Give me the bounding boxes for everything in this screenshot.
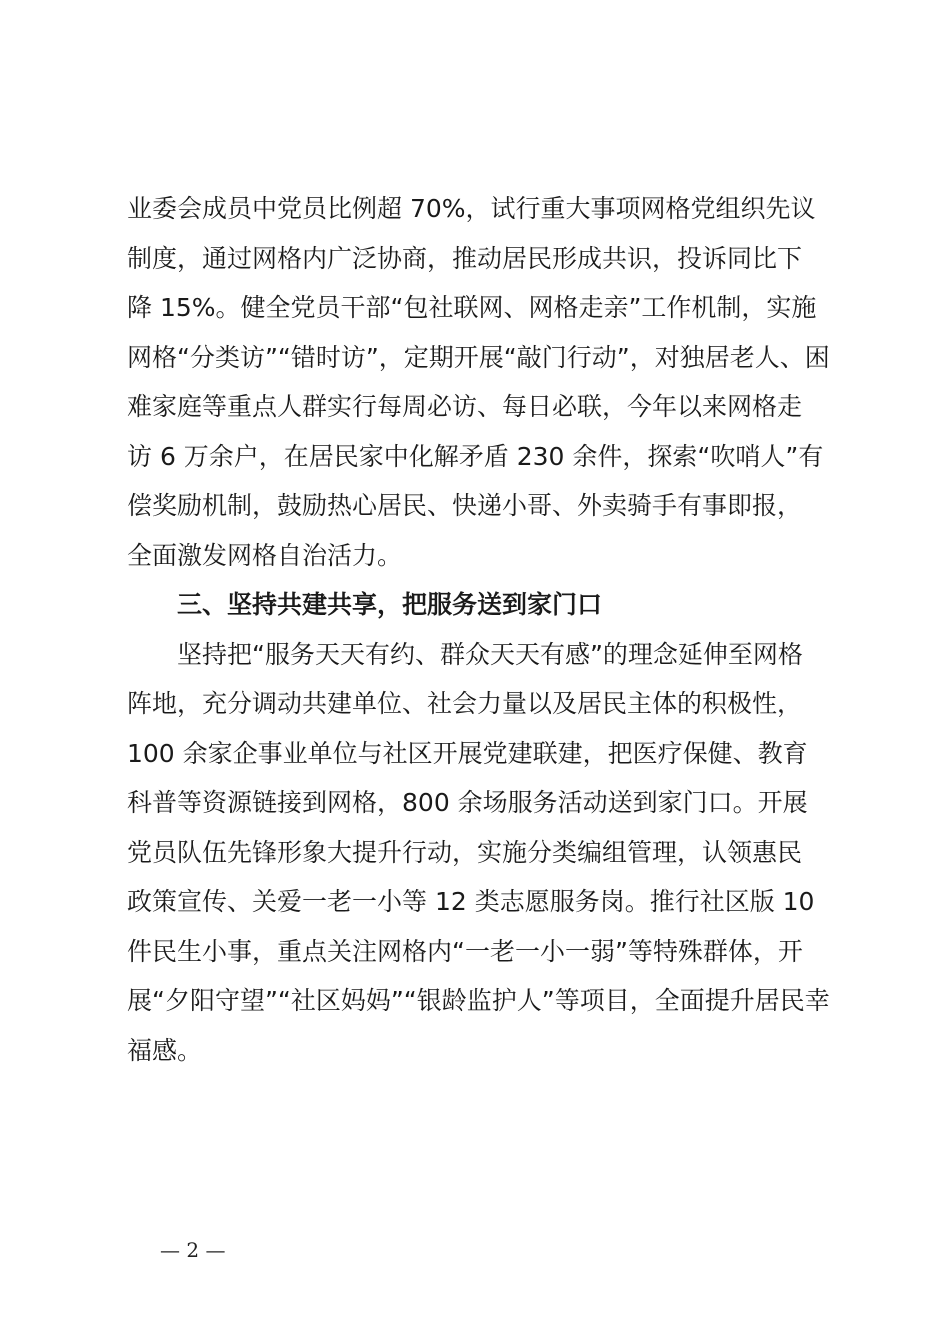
paragraph-1-line: 降 15%。健全党员干部“包社联网、网格走亲”工作机制，实施: [127, 293, 817, 322]
paragraph-2-line: 件民生小事，重点关注网格内“一老一小一弱”等特殊群体，开: [127, 936, 803, 966]
paragraph-2-line: 100 余家企事业单位与社区开展党建联建，把医疗保健、教育: [127, 738, 808, 768]
paragraph-1-line: 网格“分类访”“错时访”，定期开展“敲门行动”，对独居老人、困: [127, 342, 830, 372]
paragraph-1-line: 全面激发网格自治活力。: [127, 540, 403, 570]
paragraph-1-line: 访 6 万余户，在居民家中化解矛盾 230 余件，探索“吹哨人”有: [127, 441, 824, 471]
paragraph-2-line: 坚持把“服务天天有约、群众天天有感”的理念延伸至网格: [177, 639, 803, 669]
section-heading: 三、坚持共建共享，把服务送到家门口: [177, 590, 603, 619]
paragraph-1-line: 业委会成员中党员比例超 70%，试行重大事项网格党组织先议: [127, 194, 816, 223]
paragraph-2-line: 展“夕阳守望”“社区妈妈”“银龄监护人”等项目，全面提升居民幸: [127, 986, 830, 1015]
paragraph-1-line: 偿奖励机制，鼓励热心居民、快递小哥、外卖骑手有事即报，: [127, 491, 803, 520]
paragraph-1-line: 制度，通过网格内广泛协商，推动居民形成共识，投诉同比下: [127, 243, 803, 273]
paragraph-2-line: 政策宣传、关爱一老一小等 12 类志愿服务岗。推行社区版 10: [127, 887, 815, 916]
paragraph-2-line: 科普等资源链接到网格，800 余场服务活动送到家门口。开展: [127, 788, 808, 817]
paragraph-2-line: 福感。: [127, 1035, 203, 1065]
paragraph-2-line: 阵地，充分调动共建单位、社会力量以及居民主体的积极性，: [127, 689, 803, 718]
paragraph-1-line: 难家庭等重点人群实行每周必访、每日必联，今年以来网格走: [127, 392, 803, 421]
page-number: — 2 —: [160, 1238, 226, 1262]
paragraph-2-line: 党员队伍先锋形象大提升行动，实施分类编组管理，认领惠民: [127, 837, 803, 867]
body-text: [127, 184, 837, 1075]
